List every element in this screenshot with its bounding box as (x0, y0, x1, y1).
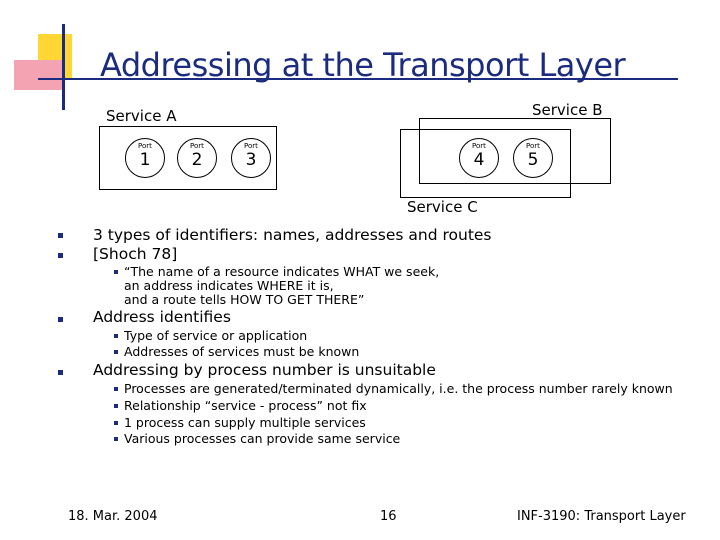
port-1 (125, 138, 165, 178)
sub-bullet-square-icon (114, 421, 118, 425)
port-2 (177, 138, 217, 178)
sub-bullet-various-processes: Various processes can provide same service (124, 431, 401, 446)
bullet-address-identifies: Address identifies (93, 308, 231, 326)
port-number: 4 (473, 150, 485, 170)
sub-bullet-relationship: Relationship “service - process” not fix (124, 398, 367, 413)
sub-bullet-service-type: Type of service or application (124, 328, 308, 343)
sub-bullet-addresses-known: Addresses of services must be known (124, 344, 360, 359)
slide-title: Addressing at the Transport Layer (100, 46, 626, 84)
port-4 (459, 138, 499, 178)
bullet-identifiers-cont: [Shoch 78] (93, 245, 178, 263)
footer-page-number: 16 (380, 509, 397, 524)
port-caption: Port (138, 142, 152, 150)
sub-bullet-quote-line1: “The name of a resource indicates WHAT we seek, (124, 264, 440, 279)
bullet-process-number: Addressing by process number is unsuitable (93, 361, 436, 379)
sub-bullet-square-icon (114, 350, 118, 354)
service-b-label: Service B (532, 101, 603, 119)
bullet-square-icon (58, 370, 63, 375)
decorative-pink-bar (14, 60, 64, 90)
sub-bullet-square-icon (114, 270, 118, 274)
sub-bullet-quote-line2: an address indicates WHERE it is, (124, 278, 334, 293)
sub-bullet-processes-dynamic: Processes are generated/terminated dynamically, i.e. the process number rarely known (124, 381, 673, 396)
port-number: 1 (139, 150, 151, 170)
port-caption: Port (526, 142, 540, 150)
sub-bullet-square-icon (114, 437, 118, 441)
sub-bullet-square-icon (114, 387, 118, 391)
port-caption: Port (244, 142, 258, 150)
sub-bullet-multiple-services: 1 process can supply multiple services (124, 415, 366, 430)
footer-course: INF-3190: Transport Layer (517, 509, 686, 524)
port-5 (513, 138, 553, 178)
port-number: 3 (245, 150, 257, 170)
sub-bullet-quote-line3: and a route tells HOW TO GET THERE” (124, 292, 365, 307)
service-a-label: Service A (106, 107, 177, 125)
port-number: 2 (191, 150, 203, 170)
service-c-label: Service C (407, 198, 478, 216)
bullet-square-icon (58, 233, 63, 238)
port-caption: Port (472, 142, 486, 150)
port-number: 5 (527, 150, 539, 170)
port-caption: Port (190, 142, 204, 150)
bullet-identifiers: 3 types of identifiers: names, addresses and routes (93, 226, 492, 244)
sub-bullet-square-icon (114, 334, 118, 338)
bullet-square-icon (58, 253, 63, 258)
bullet-square-icon (58, 317, 63, 322)
decorative-vertical-line (62, 24, 65, 110)
sub-bullet-square-icon (114, 404, 118, 408)
footer-date: 18. Mar. 2004 (68, 509, 158, 524)
port-3 (231, 138, 271, 178)
